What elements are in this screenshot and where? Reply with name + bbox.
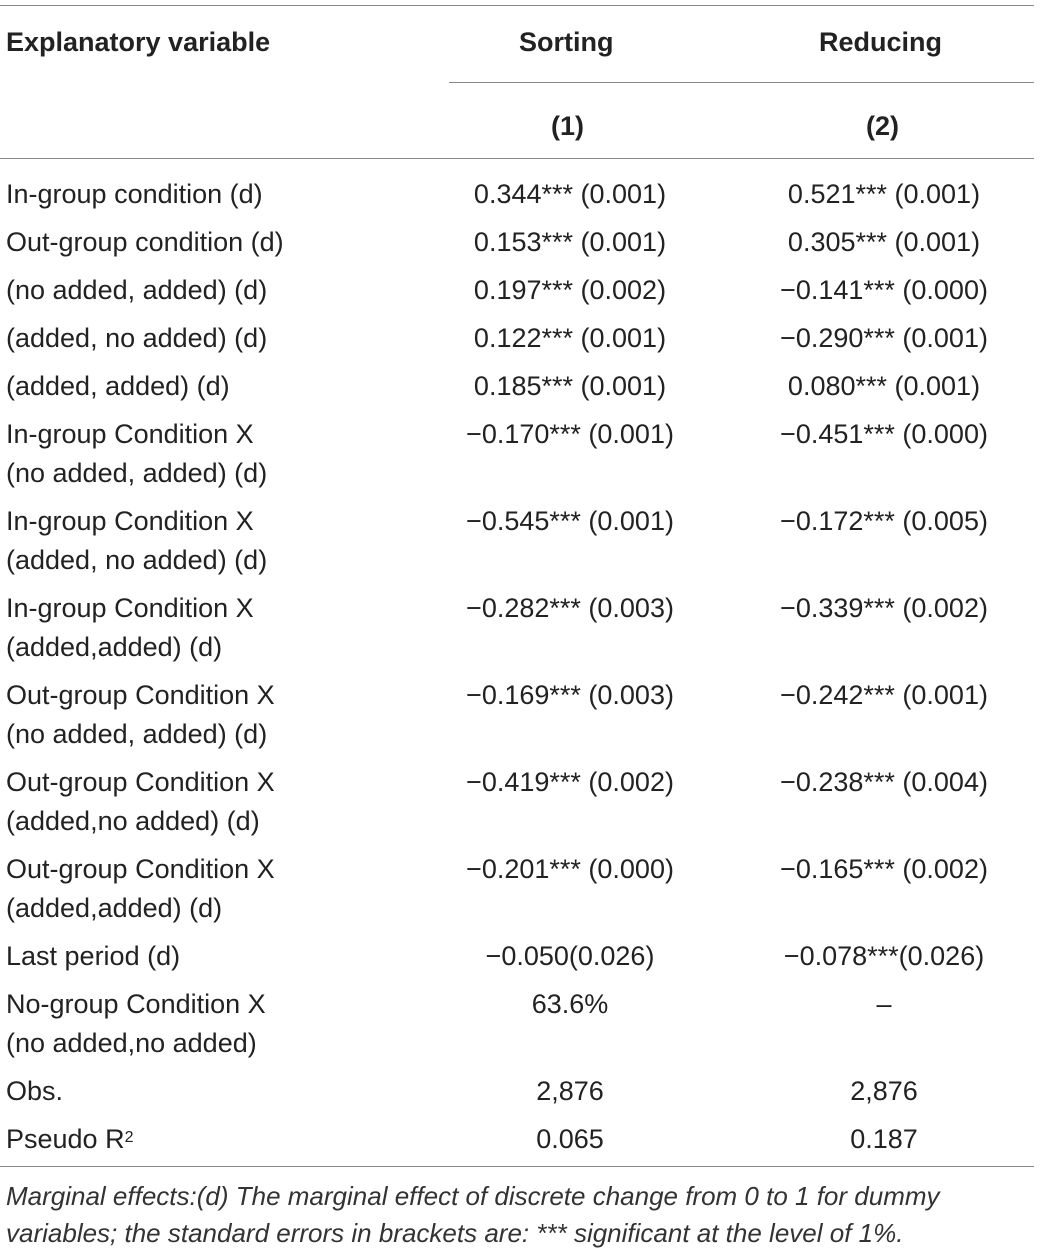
row-label-line: (added, no added) (d) (6, 323, 268, 353)
top-rule (0, 5, 1034, 6)
row-label-line: Last period (d) (6, 941, 181, 971)
sorting-value: 0.185*** (0.001) (473, 371, 667, 401)
reducing-value: 0.521*** (0.001) (787, 179, 981, 209)
sorting-value: −0.282*** (0.003) (466, 593, 674, 623)
reducing-value: −0.078***(0.026) (783, 941, 985, 971)
row-label (6, 223, 436, 262)
row-label-line: (added,no added) (d) (6, 806, 260, 836)
footer-rule (0, 1166, 1034, 1167)
reducing-value: −0.238*** (0.004) (780, 767, 988, 797)
row-label-line: (no added, added) (d) (6, 458, 268, 488)
sorting-value: 63.6% (531, 989, 609, 1019)
superscript: 2 (124, 1129, 134, 1146)
header-col-1-number: (1) (551, 111, 584, 141)
reducing-value: – (876, 989, 892, 1019)
row-label-line: (added, added) (d) (6, 371, 230, 401)
row-label (6, 319, 436, 358)
row-label-line: In-group condition (d) (6, 179, 263, 209)
reducing-value: 0.080*** (0.001) (787, 371, 981, 401)
row-label-line: (added, no added) (d) (6, 545, 268, 575)
row-label (6, 850, 436, 928)
reducing-value: −0.141*** (0.000) (780, 275, 988, 305)
row-label (6, 271, 436, 310)
reducing-value: −0.242*** (0.001) (780, 680, 988, 710)
row-label-line: In-group Condition X (6, 419, 254, 449)
row-label-line: (no added,no added) (6, 1028, 257, 1058)
sorting-value: −0.169*** (0.003) (466, 680, 674, 710)
sorting-value: −0.419*** (0.002) (466, 767, 674, 797)
sorting-value: −0.201*** (0.000) (466, 854, 674, 884)
row-label (6, 502, 436, 580)
row-label-line: Out-group Condition X (6, 680, 275, 710)
reducing-value: −0.290*** (0.001) (780, 323, 988, 353)
sorting-value: 0.122*** (0.001) (473, 323, 667, 353)
row-label (6, 1120, 436, 1159)
table-footnote: Marginal effects:(d) The marginal effect of discrete change from 0 to 1 for dummy variables; the standard errors in brackets are: *** significant at the level of 1%. (6, 1181, 940, 1248)
row-label (6, 415, 436, 493)
sorting-value: 0.065 (536, 1124, 604, 1154)
row-label-line: Out-group Condition X (6, 767, 275, 797)
row-label (6, 1072, 436, 1111)
header-rule (0, 158, 1034, 159)
row-label-line: (added,added) (d) (6, 893, 223, 923)
row-label-line: (no added, added) (d) (6, 719, 268, 749)
sorting-value: −0.170*** (0.001) (466, 419, 674, 449)
row-label (6, 589, 436, 667)
row-label-line: Out-group Condition X (6, 854, 275, 884)
row-label-line: (no added, added) (d) (6, 275, 268, 305)
reducing-value: −0.165*** (0.002) (780, 854, 988, 884)
sorting-value: −0.050(0.026) (485, 941, 655, 971)
row-label-line: In-group Condition X (6, 593, 254, 623)
header-explanatory-variable: Explanatory variable (6, 27, 271, 57)
header-sorting: Sorting (519, 27, 614, 57)
header-col-2-number: (2) (866, 111, 899, 141)
sorting-value: 0.153*** (0.001) (473, 227, 667, 257)
sorting-value: 2,876 (536, 1076, 604, 1106)
row-label (6, 937, 436, 976)
row-label-line: Obs. (6, 1076, 64, 1106)
sorting-value: −0.545*** (0.001) (466, 506, 674, 536)
sorting-value: 0.344*** (0.001) (473, 179, 667, 209)
row-label-line: (added,added) (d) (6, 632, 223, 662)
row-label (6, 985, 436, 1063)
group-rule (449, 82, 1034, 83)
header-reducing: Reducing (819, 27, 943, 57)
reducing-value: −0.339*** (0.002) (780, 593, 988, 623)
row-label (6, 367, 436, 406)
reducing-value: −0.451*** (0.000) (780, 419, 988, 449)
row-label-line: In-group Condition X (6, 506, 254, 536)
row-label (6, 676, 436, 754)
reducing-value: 2,876 (850, 1076, 918, 1106)
row-label-line: No-group Condition X (6, 989, 266, 1019)
row-label-line: Out-group condition (d) (6, 227, 284, 257)
sorting-value: 0.197*** (0.002) (473, 275, 667, 305)
row-label-text: Pseudo R (6, 1124, 125, 1154)
reducing-value: 0.187 (850, 1124, 918, 1154)
reducing-value: −0.172*** (0.005) (780, 506, 988, 536)
row-label (6, 763, 436, 841)
reducing-value: 0.305*** (0.001) (787, 227, 981, 257)
row-label (6, 175, 436, 214)
